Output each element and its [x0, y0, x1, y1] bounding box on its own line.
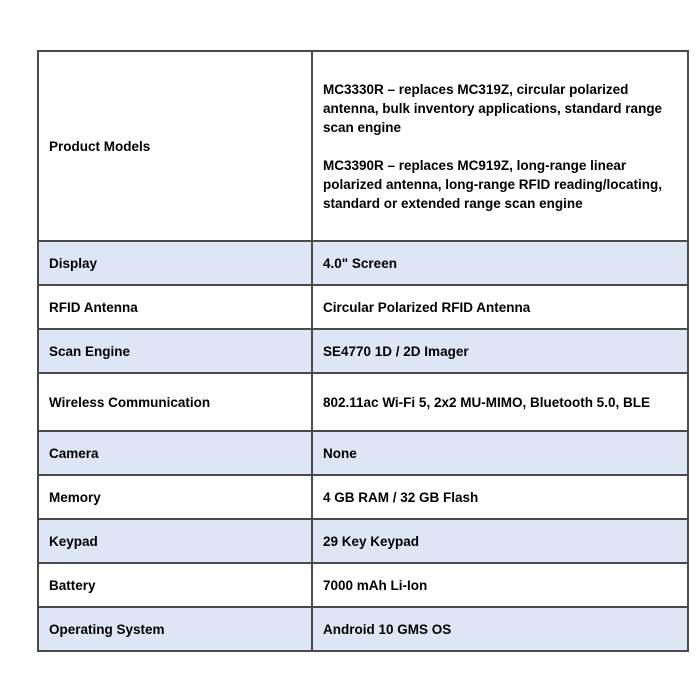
spec-label-camera: Camera [38, 431, 312, 475]
table-row [38, 241, 688, 285]
table-row [38, 607, 688, 651]
spec-value-battery: 7000 mAh Li-Ion [312, 563, 688, 607]
spec-label-memory: Memory [38, 475, 312, 519]
spec-label-scan-engine: Scan Engine [38, 329, 312, 373]
spec-value-camera: None [312, 431, 688, 475]
table-row [38, 563, 688, 607]
table-row [38, 475, 688, 519]
table-row [38, 519, 688, 563]
product-model-paragraph-mc3390r: MC3390R – replaces MC919Z, long-range linear polarized antenna, long-range RFID reading/locating, standard or extended range scan engine [323, 157, 663, 211]
spec-label-display: Display [38, 241, 312, 285]
spec-value-product-models [312, 51, 688, 241]
spec-label-keypad: Keypad [38, 519, 312, 563]
spec-label-battery: Battery [38, 563, 312, 607]
table-row [38, 373, 688, 431]
spec-value-operating-system: Android 10 GMS OS [312, 607, 688, 651]
table-row [38, 431, 688, 475]
spec-value-wireless-communication: 802.11ac Wi-Fi 5, 2x2 MU-MIMO, Bluetooth 5.0, BLE [312, 373, 688, 431]
spec-label-wireless-communication: Wireless Communication [38, 373, 312, 431]
spec-value-scan-engine: SE4770 1D / 2D Imager [312, 329, 688, 373]
spec-value-keypad: 29 Key Keypad [312, 519, 688, 563]
product-spec-table [37, 50, 689, 652]
spec-value-memory: 4 GB RAM / 32 GB Flash [312, 475, 688, 519]
spec-value-display: 4.0" Screen [312, 241, 688, 285]
spec-value-rfid-antenna: Circular Polarized RFID Antenna [312, 285, 688, 329]
product-model-paragraph-mc3330r: MC3330R – replaces MC319Z, circular polarized antenna, bulk inventory applications, standard range scan engine [323, 81, 663, 135]
spec-label-product-models: Product Models [38, 51, 312, 241]
table-row [38, 285, 688, 329]
table-row [38, 329, 688, 373]
table-row [38, 51, 688, 241]
spec-label-operating-system: Operating System [38, 607, 312, 651]
spec-label-rfid-antenna: RFID Antenna [38, 285, 312, 329]
